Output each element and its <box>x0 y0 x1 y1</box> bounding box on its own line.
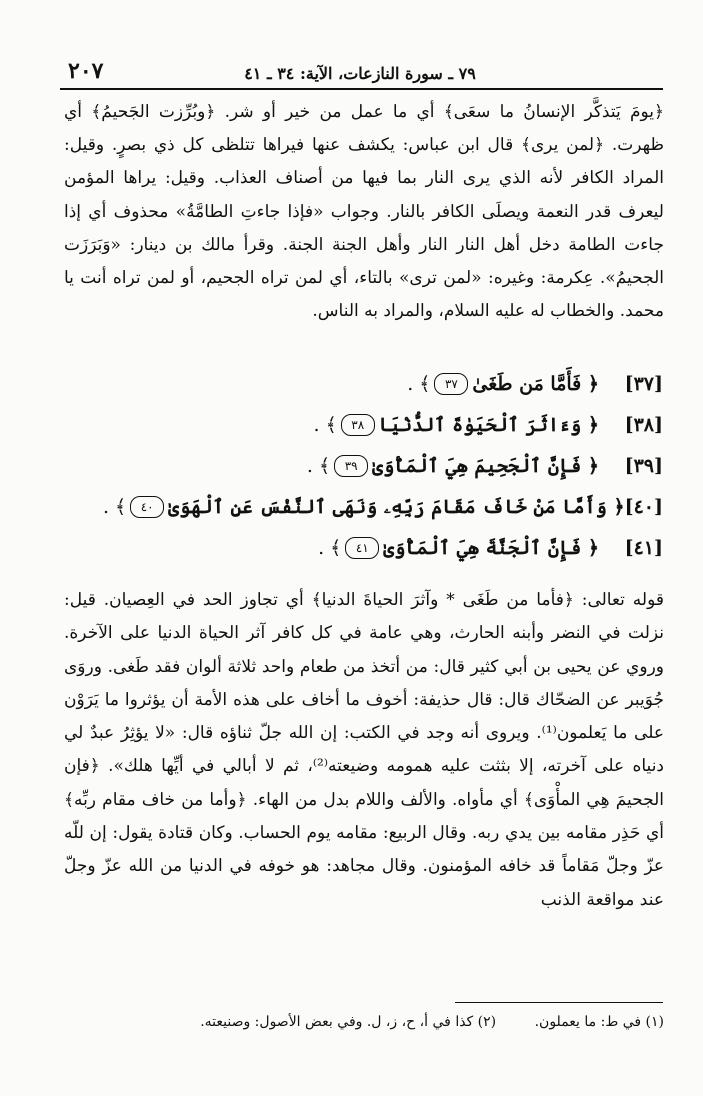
page-number: ٢٠٧ <box>68 58 104 84</box>
ayah-marker: ٤١ <box>345 537 379 559</box>
ayah-marker: ٣٩ <box>334 455 368 477</box>
verse-line <box>103 408 663 442</box>
verse-number: [٣٨] <box>624 414 663 436</box>
verse-number: [٣٩] <box>624 455 663 477</box>
verse-end: ﴾ . <box>306 455 331 477</box>
verse-text: ﴿ فَأَمَّا مَن طَغَىٰ <box>472 373 599 395</box>
verse-text: ﴿ وَءَاثَرَ ٱلْحَيَوٰةَ ٱلدُّنْيَا <box>378 414 599 436</box>
verse-text: ﴿ وَأَمَّا مَنْ خَافَ مَقَامَ رَبِّهِۦ وَنَهَى ٱلنَّفْسَ عَنِ ٱلْهَوَىٰ <box>168 496 625 518</box>
verse-end: ﴾ . <box>407 373 431 395</box>
ayah-marker: ٣٨ <box>341 414 375 436</box>
verse-end: ﴾ . <box>313 414 337 436</box>
verse-number: [٤١] <box>624 537 663 559</box>
commentary-paragraph: ﴿يومَ يَتذكَّر الإنسانُ ما سعَى﴾ أي ما عمل من خير أو شر. ﴿وبُرِّزت الجَحيمُ﴾ أي ظهرت. ﴿لمن يرى﴾ قال ابن عباس: يكشف عنها فيراها تتلظى كل ذي بصرٍ. وقيل: المراد الكافر لأنه الذي يرى النار بما فيها من أصناف العذاب. وقيل: يراها المؤمن ليعرف قدر النعمة ويصلَى الكافر بالنار. وجواب «فإذا جاءتِ الطامَّةُ» محذوف أي إذا جاءت الطامة دخل أهل النار النار وأهل الجنة الجنة. وقرأ مالك بن دينار: «وَبَرَزَت الجحيمُ». عِكرمة: وغيره: «لمن ترى» بالتاء، أي لمن تراه الجحيم، أو لمن تراه أنت يا محمد. والخطاب له عليه السلام، والمراد به الناس. <box>64 102 664 322</box>
verse-line <box>103 367 663 401</box>
verse-number: [٣٧] <box>624 373 663 395</box>
footnotes <box>64 1010 664 1034</box>
verse-line <box>103 449 663 483</box>
header-rule <box>60 88 663 90</box>
commentary-paragraph: قوله تعالى: ﴿فأما من طَغَى * وآثرَ الحياةَ الدنيا﴾ أي تجاوز الحد في العِصيان. قيل: نزلت في النضر وأبنه الحارث، وهي عامة في كل كافر آثر الحياة الدنيا على الآخرة. وروي عن يحيى بن أبي كثير قال: من أتخذ من طعام واحد ثلاثة ألوان فقد طَغى. وروَى جُوَيبر عن الضحّاك قال: قال حذيفة: أخوف ما أخاف على هذه الأمة أن يؤثروا ما يَرَوْن على ما يَعلمون⁽¹⁾. ويروى أنه وجد في الكتب: إن الله جلّ ثناؤه قال: «لا يؤثِرُ عبدٌ لي دنياه على آخرته، إلا بثثت عليه همومه وضيعته⁽²⁾، ثم لا أبالي في أيِّها هلك». ﴿فإن الجحيمَ هِي المأْوَى﴾ أي مأواه. والألف واللام بدل من الهاء. ﴿وأما من خاف مقام ربِّه﴾ أي حَذِر مقامه بين يدي ربه. وقال الربيع: مقامه يوم الحساب. وكان قتادة يقول: إن للّه عزّ وجلّ مَقاماً قد خافه المؤمنون. وقال مجاهد: هو خوفه في الدنيا من الله عزّ وجلّ عند مواقعة الذنب <box>64 590 664 910</box>
verse-line <box>103 490 663 524</box>
verse-text: ﴿ فَإِنَّ ٱلْجَنَّةَ هِيَ ٱلْمَأْوَىٰ <box>383 537 599 559</box>
footnote-2: (٢) كذا في أ، ح، ز، ل. وفي بعض الأصول: وصنيعته. <box>200 1014 497 1030</box>
footnote-1: (١) في ط: ما يعملون. <box>534 1014 664 1030</box>
verse-number: [٤٠] <box>624 496 663 518</box>
page-header <box>60 52 660 84</box>
footnote-rule <box>455 1002 663 1003</box>
running-head: ٧٩ ـ سورة النازعات، الآية: ٣٤ ـ ٤١ <box>244 64 476 83</box>
verse-text: ﴿ فَإِنَّ ٱلْجَحِيمَ هِيَ ٱلْمَأْوَىٰ <box>372 455 599 477</box>
ayah-marker: ٣٧ <box>434 373 468 395</box>
verse-end: ﴾ . <box>102 496 127 518</box>
verse-end: ﴾ . <box>318 537 342 559</box>
verse-line <box>103 531 663 565</box>
ayah-marker: ٤٠ <box>130 496 164 518</box>
